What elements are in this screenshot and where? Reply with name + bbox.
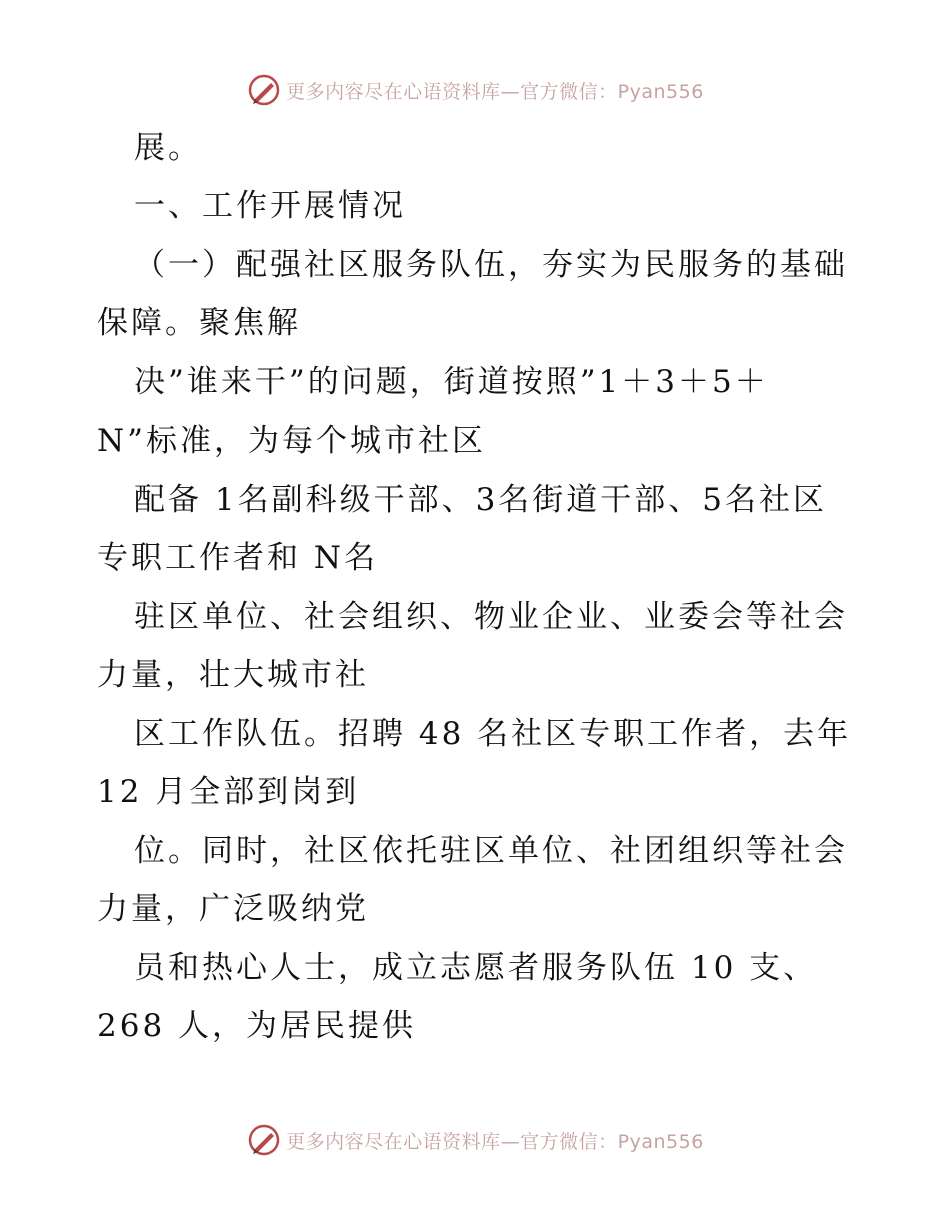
text-line: 区工作队伍。招聘 48 名社区专职工作者，去年: [134, 716, 852, 752]
text-line: 决”谁来干”的问题，街道按照”1＋3＋5＋: [134, 364, 769, 400]
text-line: N”标准，为每个城市社区: [97, 423, 486, 459]
footer-watermark-text: 更多内容尽在心语资料库—官方微信：Pyan556: [286, 1130, 704, 1153]
text-line: 268 人，为居民提供: [97, 1008, 417, 1044]
pen-logo-icon: [246, 72, 282, 108]
text-line: 力量，广泛吸纳党: [97, 891, 369, 927]
text-line: 保障。聚焦解: [97, 305, 301, 341]
text-line: 12 月全部到岗到: [97, 774, 360, 810]
text-line: 展。: [134, 130, 202, 166]
text-line: 专职工作者和 N名: [97, 540, 378, 576]
text-line: 位。同时，社区依托驻区单位、社团组织等社会: [134, 833, 848, 869]
text-line: 配备 1名副科级干部、3名街道干部、5名社区: [134, 482, 828, 518]
text-line: 员和热心人士，成立志愿者服务队伍 10 支、: [134, 950, 818, 986]
text-line: （一）配强社区服务队伍，夯实为民服务的基础: [134, 247, 848, 283]
text-line: 力量，壮大城市社: [97, 657, 369, 693]
header-watermark: [0, 70, 950, 110]
text-line: 驻区单位、社会组织、物业企业、业委会等社会: [134, 599, 848, 635]
pen-logo-icon: [246, 1122, 282, 1158]
header-watermark-text: 更多内容尽在心语资料库—官方微信：Pyan556: [286, 80, 704, 103]
footer-watermark: [0, 1120, 950, 1160]
section-heading: 一、工作开展情况: [134, 188, 406, 224]
